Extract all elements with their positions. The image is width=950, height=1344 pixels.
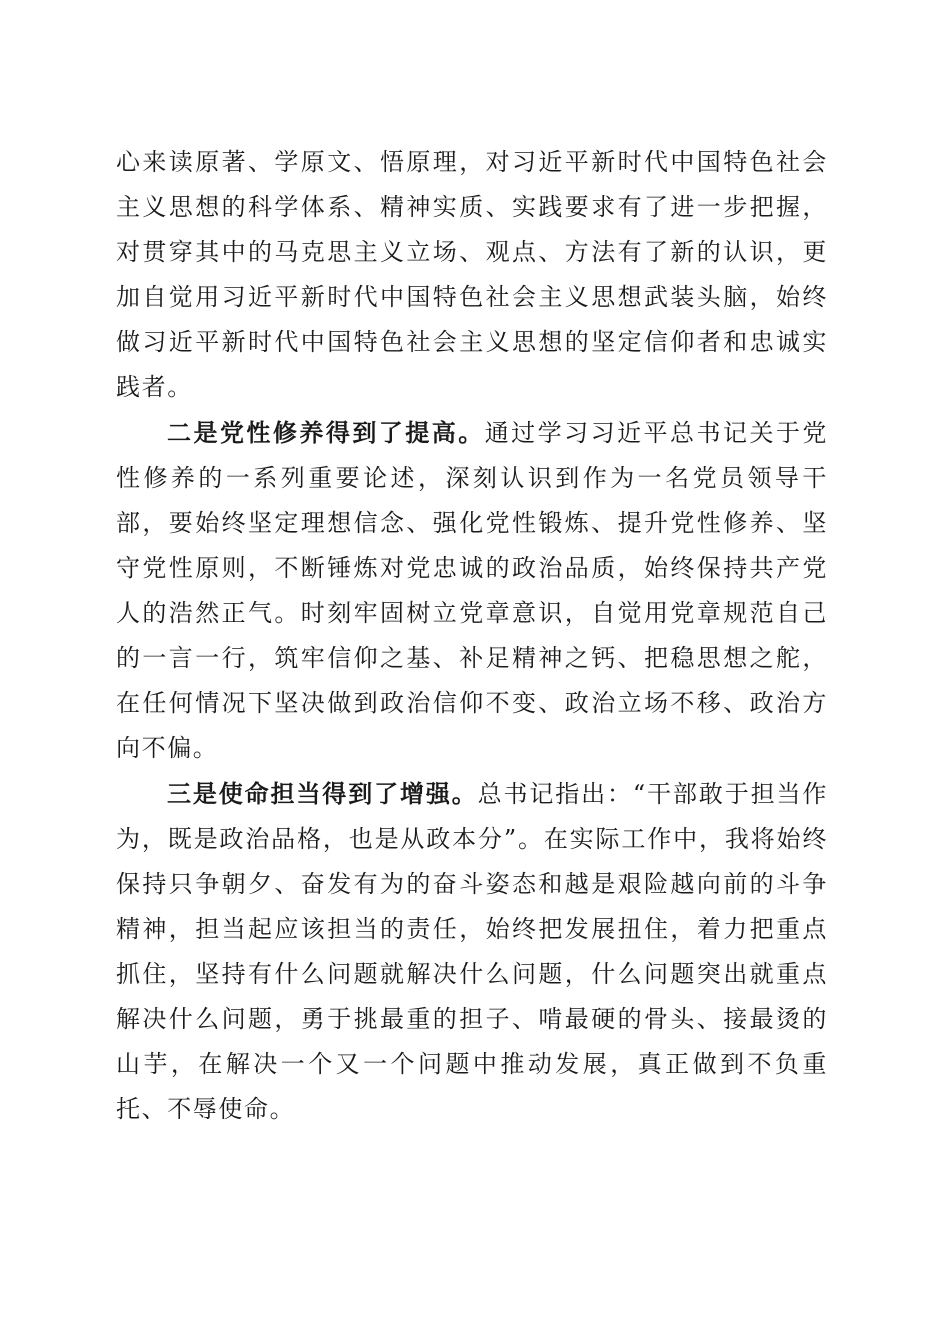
- paragraph-heading: 三是使命担当得到了增强。: [167, 779, 478, 808]
- paragraph-mission: [116, 771, 828, 1132]
- paragraph-continuation: [116, 140, 828, 410]
- paragraph-party-spirit: [116, 410, 828, 771]
- paragraph-text: 通过学习习近平总书记关于党性修养的一系列重要论述，深刻认识到作为一名党员领导干部，要始终坚定理想信念、强化党性锻炼、提升党性修养、坚守党性原则，不断锤炼对党忠诚的政治品质，始终保持共产党人的浩然正气。时刻牢固树立党章意识，自觉用党章规范自己的一言一行，筑牢信仰之基、补足精神之钙、把稳思想之舵，在任何情况下坚决做到政治信仰不变、政治立场不移、政治方向不偏。: [116, 419, 828, 762]
- paragraph-text: 心来读原著、学原文、悟原理，对习近平新时代中国特色社会主义思想的科学体系、精神实质、实践要求有了进一步把握，对贯穿其中的马克思主义立场、观点、方法有了新的认识，更加自觉用习近平新时代中国特色社会主义思想武装头脑，始终做习近平新时代中国特色社会主义思想的坚定信仰者和忠诚实践者。: [116, 148, 828, 401]
- document-body: [116, 140, 828, 1132]
- paragraph-heading: 二是党性修养得到了提高。: [167, 418, 485, 447]
- paragraph-text: 总书记指出：“干部敢于担当作为，既是政治品格，也是从政本分”。在实际工作中，我将始终保持只争朝夕、奋发有为的奋斗姿态和越是艰险越向前的斗争精神，担当起应该担当的责任，始终把发展扭住，着力把重点抓住，坚持有什么问题就解决什么问题，什么问题突出就重点解决什么问题，勇于挑最重的担子、啃最硬的骨头、接最烫的山芋，在解决一个又一个问题中推动发展，真正做到不负重托、不辱使命。: [116, 780, 828, 1123]
